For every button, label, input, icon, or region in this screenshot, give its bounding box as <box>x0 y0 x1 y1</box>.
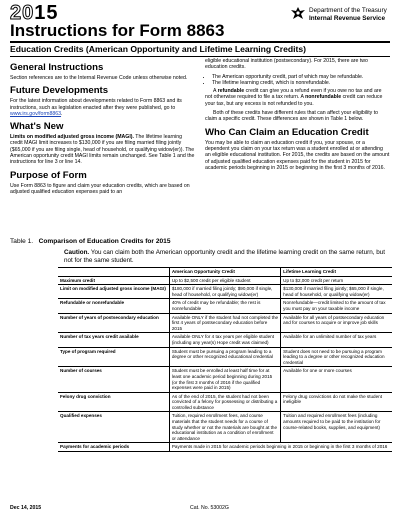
credits-list <box>205 74 390 87</box>
table-label: Table 1. <box>10 238 34 245</box>
table-heading <box>10 238 171 245</box>
table-row <box>58 285 392 299</box>
table-cell: Felony drug convictions do not make the student ineligible <box>281 392 392 412</box>
row-label: Limit on modified adjusted gross income (MAGI) <box>58 285 169 299</box>
whats-new-text: The lifetime learning credit MAGI limit increases to $130,000 if you are filing married filing jointly ($65,000 if you are filing single, head of household, or qualifying widow(er)). The American opportunity credit MAGI limits remain unchanged. See Table 1 and the instructions for line 3 or line 14. <box>10 134 195 166</box>
table-cell: Up to $2,500 credit per eligible student <box>169 276 280 285</box>
department-name: Department of the Treasury <box>309 7 387 14</box>
row-label: Type of program required <box>58 347 169 367</box>
subtitle-rule <box>10 56 390 57</box>
refundable-text: credit can give you a refund even if you owe no tax and are not otherwise required to file a tax return. A <box>205 88 382 101</box>
table-header-cell <box>58 268 169 277</box>
table-row <box>58 299 392 313</box>
table-cell: Nonrefundable—credit limited to the amount of tax you must pay on your taxable income <box>281 299 392 313</box>
future-developments-text: For the latest information about developments related to Form 8863 and its instructions, such as legislation enacted after they were published, go to <box>10 98 182 111</box>
table-cell: Available ONLY if the student had not completed the first 4 years of postsecondary education before 2015 <box>169 313 280 333</box>
table-cell: As of the end of 2015, the student had not been convicted of a felony for possessing or distributing a controlled substance <box>169 392 280 412</box>
general-instructions-heading: General Instructions <box>10 62 104 73</box>
table-cell: Available for all years of postsecondary education and for courses to acquire or improve job skills <box>281 313 392 333</box>
table-cell: Tuition and required enrollment fees (including amounts required to be paid to the institution for course-related books, supplies, and equipment) <box>281 412 392 443</box>
whats-new-heading: What's New <box>10 121 64 133</box>
form-year: 2015 <box>10 2 59 24</box>
table-cell: Student must be enrolled at least half time for at least one academic period beginning during 2015 (or the first 3 months of 2016 if the qualified expenses were paid in 2015) <box>169 367 280 392</box>
table-row <box>58 276 392 285</box>
row-label: Number of tax years credit available <box>58 333 169 347</box>
table-cell: $180,000 if married filing jointly; $90,000 if single, head of household, or qualifying widow(er) <box>169 285 280 299</box>
row-label: Felony drug conviction <box>58 392 169 412</box>
purpose-text: Use Form 8863 to figure and claim your education credits, which are based on adjusted qualified education expenses paid to an <box>10 182 190 195</box>
table-header-cell: Lifetime Learning Credit <box>281 268 392 277</box>
caution-label: Caution. <box>64 249 90 256</box>
table-header-row <box>58 268 392 277</box>
future-developments-paragraph: For the latest information about developments related to Form 8863 and its instructions, such as legislation enacted after they were published, go to www.irs.gov/form8863. <box>10 98 182 117</box>
table-cell: Available for an unlimited number of tax years <box>281 333 392 347</box>
page-subtitle: Education Credits (American Opportunity and Lifetime Learning Credits) <box>10 44 307 54</box>
table-row <box>58 412 392 443</box>
row-label: Number of courses <box>58 367 169 392</box>
table-cell: Tuition, required enrollment fees, and course materials that the student needs for a course of study whether or not the materials are bought at the educational institution as a condition of enrollment or attendance <box>169 412 280 443</box>
agency-name: Internal Revenue Service <box>309 15 386 22</box>
refundable-text: A <box>213 88 217 95</box>
table-row <box>58 443 392 452</box>
row-label: Payments for academic periods <box>58 443 169 452</box>
table-cell: Available for one or more courses <box>281 367 392 392</box>
differences-text: Both of these credits have different rules that can affect your eligibility to claim a specific credit. These differences are shown in Table 1 below. <box>205 110 379 123</box>
title-rule <box>10 41 390 43</box>
form8863-link[interactable]: www.irs.gov/form8863 <box>10 110 62 117</box>
table-row <box>58 367 392 392</box>
caution-text: You can claim both the American opportunity credit and the lifetime learning credit on the same return, but not for the same student. <box>64 249 385 264</box>
nonrefundable-term: nonrefundable <box>305 94 342 101</box>
purpose-heading: Purpose of Form <box>10 169 87 181</box>
future-developments-heading: Future Developments <box>10 85 109 97</box>
table-cell: $130,000 if married filing jointly; $65,000 if single, head of household, or qualifying widow(er) <box>281 285 392 299</box>
row-label: Refundable or nonrefundable <box>58 299 169 313</box>
table-cell: Payments made in 2015 for academic periods beginning in 2015 or beginning in the first 3 months of 2016 <box>169 443 392 452</box>
who-can-claim-text: You may be able to claim an education credit if you, your spouse, or a dependent you claim on your tax return was a student enrolled at or attending an eligible educational institution. For 2015, the credits are based on the amount of adjusted qualified education expenses paid for the student in 2015 for academic periods beginning in 2015 or beginning in the first 3 months of 2016. <box>205 139 390 171</box>
table-row <box>58 333 392 347</box>
refundable-paragraph <box>205 88 390 107</box>
table-cell: Available ONLY for 4 tax years per eligible student (including any year(s) Hope credit was claimed) <box>169 333 280 347</box>
catalog-number: Cat. No. 53002G <box>190 505 229 511</box>
right-column <box>205 58 390 174</box>
row-label: Qualified expenses <box>58 412 169 443</box>
table-cell: Up to $2,000 credit per return <box>281 276 392 285</box>
who-can-claim-heading: Who Can Claim an Education Credit <box>205 126 369 138</box>
credits-intro-text: eligible educational institution (postsecondary). For 2015, there are two education credits. <box>205 58 368 71</box>
refundable-text: credit can reduce your tax, but any excess is not refunded to you. <box>205 94 383 107</box>
row-label: Maximum credit <box>58 276 169 285</box>
table-row <box>58 347 392 367</box>
credit-bullet: • The American opportunity credit, part of which may be refundable. <box>212 74 390 80</box>
credit-bullet: • The lifetime learning credit, which is nonrefundable. <box>212 80 390 86</box>
table-cell: 40% of credit may be refundable; the rest is nonrefundable <box>169 299 280 313</box>
table-row <box>58 392 392 412</box>
whats-new-paragraph <box>10 134 195 165</box>
eagle-seal-icon <box>290 6 306 22</box>
table-cell: Student must be pursuing a program leading to a degree or other recognized educational credential <box>169 347 280 367</box>
left-column <box>10 58 195 198</box>
page-title: Instructions for Form 8863 <box>10 21 225 40</box>
magi-lead: Limits on modified adjusted gross income (MAGI). <box>10 134 134 141</box>
refundable-term: refundable <box>217 88 245 95</box>
table-caution <box>64 249 394 264</box>
table-cell: Student does not need to be pursuing a program leading to a degree or other recognized education credential <box>281 347 392 367</box>
table-row <box>58 313 392 333</box>
comparison-table <box>58 267 392 452</box>
table-title: Comparison of Education Credits for 2015 <box>38 238 171 245</box>
general-instructions-text: Section references are to the Internal Revenue Code unless otherwise noted. <box>10 75 188 81</box>
row-label: Number of years of postsecondary education <box>58 313 169 333</box>
table-header-cell: American Opportunity Credit <box>169 268 280 277</box>
revision-date: Dec 14, 2015 <box>10 505 42 511</box>
